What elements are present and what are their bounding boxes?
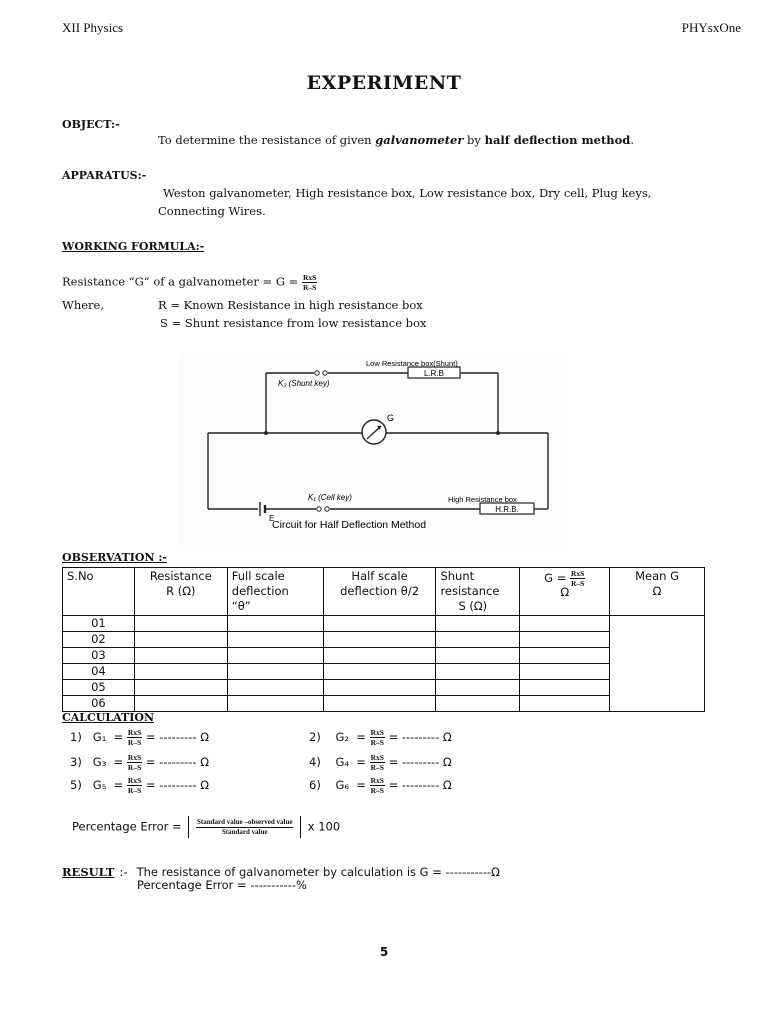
result-label: RESULT xyxy=(62,865,115,879)
table-row xyxy=(63,664,705,680)
junction-right xyxy=(496,431,500,435)
calc-3-frac xyxy=(127,753,142,772)
calc-4-g: G₄ xyxy=(335,755,349,769)
circuit-bg xyxy=(178,353,568,545)
col-shunt-3: S (Ω) xyxy=(458,599,488,613)
table-cell xyxy=(436,648,520,664)
table-cell xyxy=(323,632,436,648)
calc-5-den: R–S xyxy=(127,786,142,795)
calc-1-den: R–S xyxy=(127,738,142,747)
table-cell xyxy=(227,664,323,680)
table-cell xyxy=(323,616,436,632)
calc-item-6 xyxy=(309,776,452,795)
calc-item-5 xyxy=(70,776,209,795)
table-cell xyxy=(436,632,520,648)
formula-frac-den: R–S xyxy=(302,283,317,292)
table-cell xyxy=(134,632,227,648)
col-shunt-1: Shunt xyxy=(440,569,475,583)
calc-item-3 xyxy=(70,753,209,772)
table-cell xyxy=(323,680,436,696)
col-g-num: RxS xyxy=(571,569,585,578)
pe-fraction xyxy=(196,818,293,837)
row-sno: 04 xyxy=(63,664,135,680)
hrb-label: High Resistance box xyxy=(448,495,517,504)
col-shunt xyxy=(436,568,520,616)
abs-bar-right xyxy=(300,816,301,838)
apparatus-line2: Connecting Wires. xyxy=(158,204,266,218)
formula-line xyxy=(62,273,317,292)
calc-1-g: G₁ xyxy=(92,730,107,744)
calc-6-frac xyxy=(370,776,385,795)
table-cell xyxy=(436,680,520,696)
page-number: 5 xyxy=(379,945,389,959)
calc-5-result: = --------- Ω xyxy=(145,778,210,792)
table-cell xyxy=(323,648,436,664)
galvanometer-label: G xyxy=(387,413,395,423)
calc-2-g: G₂ xyxy=(335,730,349,744)
calc-6-eq: = xyxy=(356,778,366,792)
calc-5-eq: = xyxy=(113,778,124,792)
table-row xyxy=(63,616,705,632)
calc-2-result: = --------- Ω xyxy=(388,730,452,744)
page-title: EXPERIMENT xyxy=(306,72,462,94)
observation-label: OBSERVATION :- xyxy=(62,551,167,564)
calculation-label: CALCULATION xyxy=(62,711,155,724)
calc-6-g: G₆ xyxy=(335,778,349,792)
lrb-label: Low Resistance box(Shunt) xyxy=(366,359,458,368)
header-right: PHYsxOne xyxy=(681,20,741,35)
mean-g-cell xyxy=(610,616,705,712)
table-cell xyxy=(134,648,227,664)
abs-bar-left xyxy=(188,816,189,838)
circuit-diagram xyxy=(178,353,568,545)
where-label: Where, xyxy=(62,298,104,312)
col-half-2: deflection θ/2 xyxy=(340,584,420,598)
object-text-em: galvanometer xyxy=(375,133,464,147)
object-text-end: . xyxy=(630,133,634,147)
col-half-1: Half scale xyxy=(351,569,408,583)
pe-den: Standard value xyxy=(221,827,268,836)
col-half-scale xyxy=(323,568,436,616)
col-resistance-text: Resistance xyxy=(149,569,212,583)
where-r: R = Known Resistance in high resistance box xyxy=(158,298,423,312)
calc-5-g: G₅ xyxy=(92,778,107,792)
col-full-3: “θ” xyxy=(231,599,251,613)
calc-6-num: RxS xyxy=(370,776,384,785)
table-cell xyxy=(134,696,227,712)
col-mean-g xyxy=(610,568,705,616)
calc-5-n: 5) xyxy=(70,778,82,792)
calc-6-n: 6) xyxy=(309,778,321,792)
row-sno: 06 xyxy=(63,696,135,712)
calc-2-frac xyxy=(370,728,385,747)
col-full-2: deflection xyxy=(231,584,289,598)
calc-3-eq: = xyxy=(113,755,124,769)
calc-4-num: RxS xyxy=(370,753,384,762)
object-text xyxy=(158,133,634,147)
table-row xyxy=(63,648,705,664)
calc-1-result: = --------- Ω xyxy=(145,730,210,744)
object-text-pre: To determine the resistance of given xyxy=(158,133,376,147)
calc-item-4 xyxy=(309,753,452,772)
formula-fraction xyxy=(302,273,317,292)
table-cell xyxy=(227,616,323,632)
table-cell xyxy=(323,664,436,680)
hrb-box-text: H.R.B. xyxy=(495,505,519,514)
calc-2-n: 2) xyxy=(309,730,321,744)
shunt-key-label: K₂ (Shunt key) xyxy=(278,379,330,388)
table-cell xyxy=(436,696,520,712)
calc-2-eq: = xyxy=(356,730,366,744)
pe-num: Standard value –observed value xyxy=(196,817,293,826)
calc-3-g: G₃ xyxy=(92,755,107,769)
calc-1-frac xyxy=(127,728,142,747)
table-cell xyxy=(520,648,610,664)
calc-5-frac xyxy=(127,776,142,795)
calc-item-1 xyxy=(70,728,209,747)
row-sno: 05 xyxy=(63,680,135,696)
cell-label: E xyxy=(269,514,275,523)
table-cell xyxy=(520,664,610,680)
calc-2-num: RxS xyxy=(370,728,384,737)
col-sno-text: S.No xyxy=(67,569,94,583)
where-s: S = Shunt resistance from low resistance box xyxy=(160,316,427,330)
pe-label: Percentage Error = xyxy=(72,819,182,834)
calc-4-result: = --------- Ω xyxy=(388,755,452,769)
calc-2-den: R–S xyxy=(370,738,384,747)
lrb-box-text: L.R.B xyxy=(423,369,445,378)
calc-1-num: RxS xyxy=(127,728,142,737)
col-resistance-unit: R (Ω) xyxy=(166,584,196,598)
formula-frac-num: RxS xyxy=(302,273,317,282)
table-cell xyxy=(134,664,227,680)
calc-6-result: = --------- Ω xyxy=(388,778,452,792)
table-cell xyxy=(520,616,610,632)
apparatus-label: APPARATUS:- xyxy=(62,169,147,182)
table-cell xyxy=(323,696,436,712)
table-row xyxy=(63,696,705,712)
header-left: XII Physics xyxy=(62,20,124,35)
col-shunt-2: resistance xyxy=(440,584,500,598)
table-cell xyxy=(227,648,323,664)
row-sno: 02 xyxy=(63,632,135,648)
table-cell xyxy=(436,664,520,680)
table-cell xyxy=(227,680,323,696)
calc-6-den: R–S xyxy=(370,786,384,795)
table-row xyxy=(63,632,705,648)
col-full-scale xyxy=(227,568,323,616)
col-g-prefix: G = xyxy=(544,571,567,585)
calc-4-n: 4) xyxy=(309,755,321,769)
row-sno: 03 xyxy=(63,648,135,664)
table-cell xyxy=(227,632,323,648)
col-mean-2: Ω xyxy=(652,584,662,598)
calc-item-2 xyxy=(309,728,452,747)
formula-text: Resistance “G” of a galvanometer = G = xyxy=(62,274,299,289)
result-line2: Percentage Error = -----------% xyxy=(137,878,307,892)
circuit-caption: Circuit for Half Deflection Method xyxy=(272,519,427,531)
col-g xyxy=(520,568,610,616)
calc-3-n: 3) xyxy=(70,755,82,769)
table-cell xyxy=(520,632,610,648)
pe-tail: x 100 xyxy=(307,819,341,834)
calc-3-result: = --------- Ω xyxy=(145,755,210,769)
junction-left xyxy=(264,431,268,435)
apparatus-line1: Weston galvanometer, High resistance box, Low resistance box, Dry cell, Plug keys, xyxy=(163,186,652,200)
table-cell xyxy=(227,696,323,712)
calc-4-frac xyxy=(370,753,385,772)
table-cell xyxy=(520,680,610,696)
col-g-den: R–S xyxy=(571,579,585,588)
result-sep: :- xyxy=(119,865,128,879)
col-full-1: Full scale xyxy=(231,569,285,583)
working-formula-label: WORKING FORMULA:- xyxy=(62,240,205,253)
calc-1-eq: = xyxy=(113,730,124,744)
table-cell xyxy=(134,616,227,632)
col-resistance xyxy=(134,568,227,616)
calc-1-n: 1) xyxy=(70,730,82,744)
row-sno: 01 xyxy=(63,616,135,632)
result-text-1: The resistance of galvanometer by calculation is G = -----------Ω xyxy=(136,865,500,879)
calc-4-den: R–S xyxy=(370,763,384,772)
col-g-unit: Ω xyxy=(560,585,570,599)
table-cell xyxy=(436,616,520,632)
calc-4-eq: = xyxy=(356,755,366,769)
calc-5-num: RxS xyxy=(127,776,142,785)
cell-key-label: K₁ (Cell key) xyxy=(308,493,352,502)
col-sno xyxy=(63,568,135,616)
col-g-fraction xyxy=(570,569,585,588)
table-header-row xyxy=(63,568,705,616)
percentage-error-formula xyxy=(72,816,340,838)
object-text-bold: half deflection method xyxy=(484,133,631,147)
calc-3-num: RxS xyxy=(127,753,142,762)
table-cell xyxy=(134,680,227,696)
table-row xyxy=(63,680,705,696)
col-mean-1: Mean G xyxy=(635,569,680,583)
object-label: OBJECT:- xyxy=(62,118,120,131)
table-cell xyxy=(520,696,610,712)
calc-3-den: R–S xyxy=(127,763,142,772)
object-text-mid: by xyxy=(463,133,485,147)
observation-table xyxy=(62,567,705,712)
